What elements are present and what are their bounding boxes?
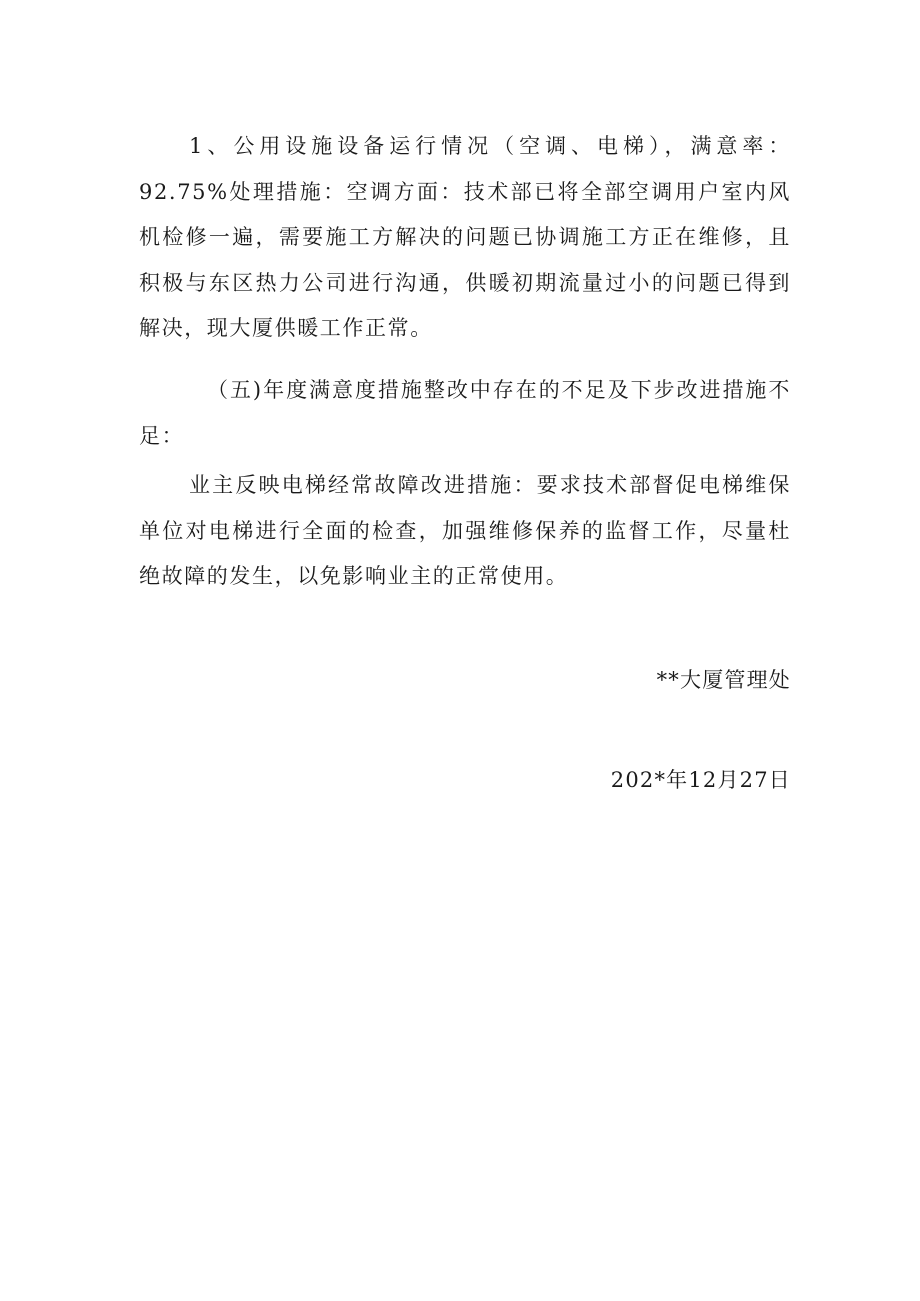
paragraph-shortcomings-heading: （五)年度满意度措施整改中存在的不足及下步改进措施不足： — [139, 378, 791, 448]
signature-organization: **大厦管理处 — [656, 668, 791, 692]
paragraph-elevator-improvement: 业主反映电梯经常故障改进措施：要求技术部督促电梯维保单位对电梯进行全面的检查，加强维修保养的监督工作，尽量杜绝故障的发生，以免影响业主的正常使用。 — [139, 473, 791, 588]
paragraph-facilities-satisfaction: 1、公用设施设备运行情况（空调、电梯），满意率：92.75%处理措施：空调方面：技术部已将全部空调用户室内风机检修一遍，需要施工方解决的问题已协调施工方正在维修，且积极与东区热力公司进行沟通，供暖初期流量过小的问题已得到解决，现大厦供暖工作正常。 — [139, 134, 791, 340]
signature-date: 202*年12月27日 — [610, 768, 791, 792]
